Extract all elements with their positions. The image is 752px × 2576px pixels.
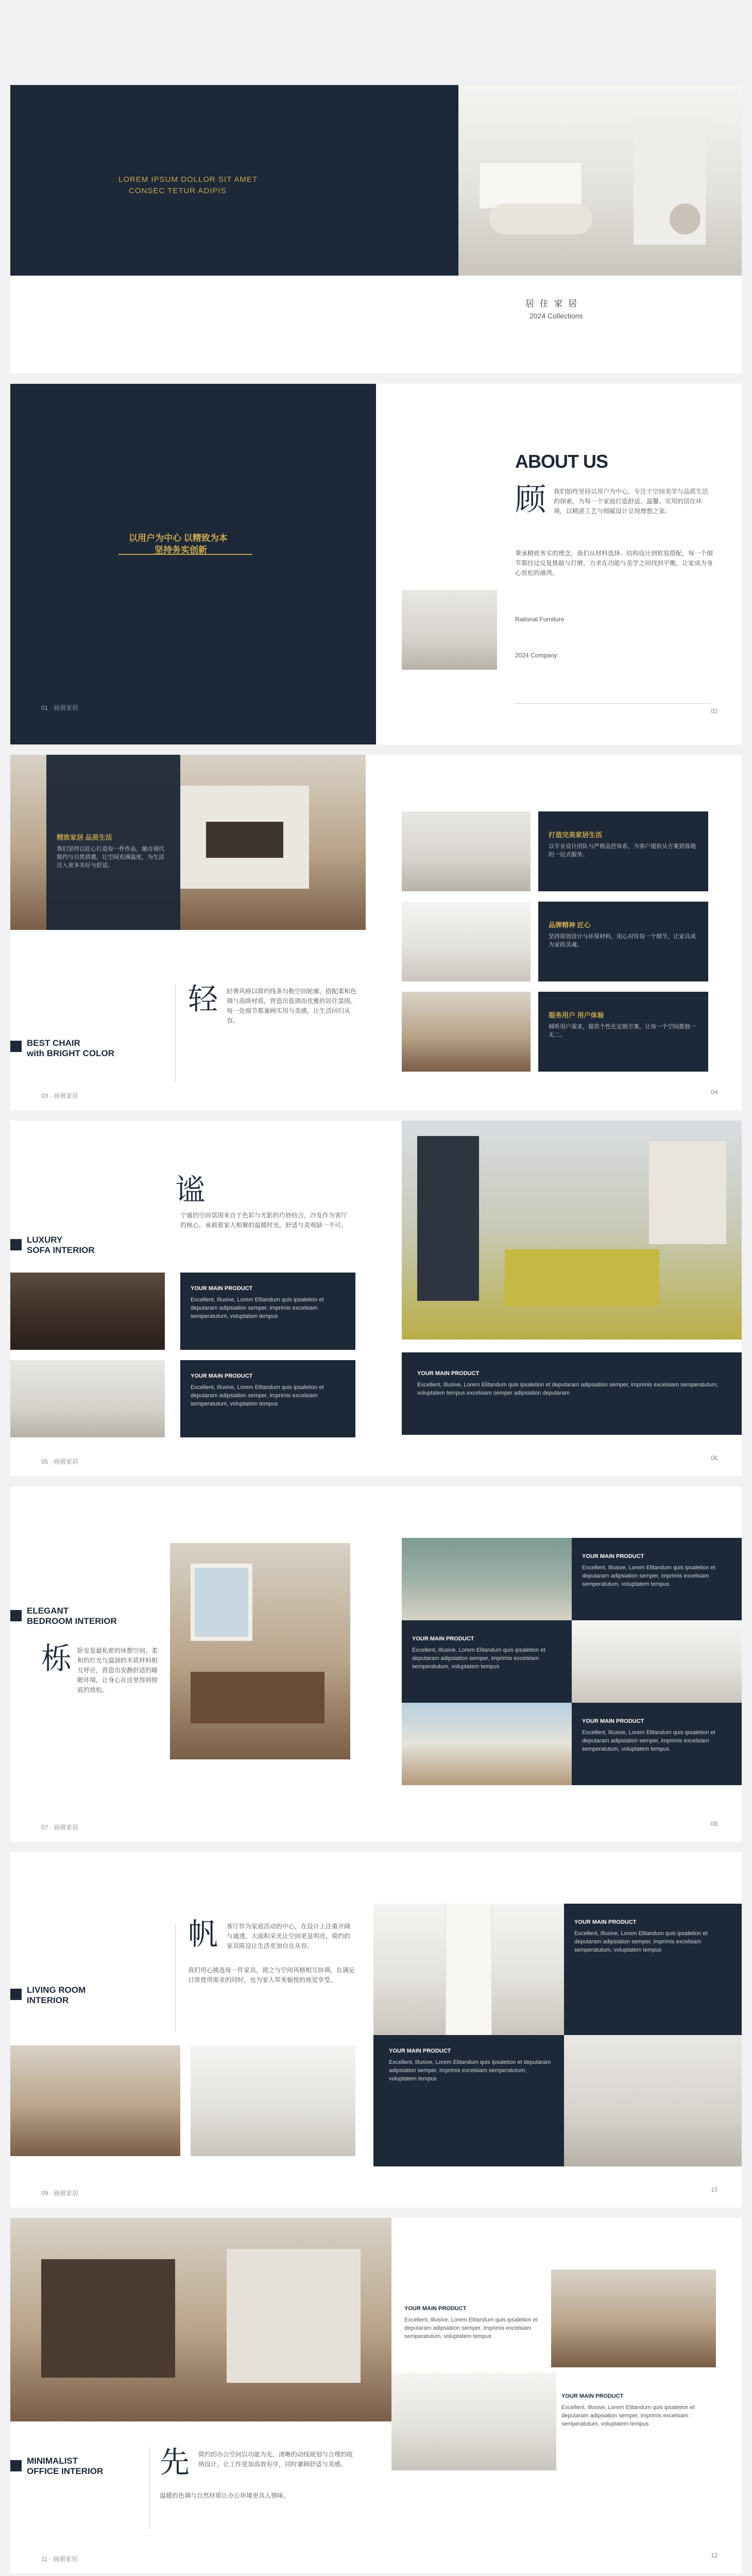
spread6-big-char: 帆 xyxy=(188,1917,218,1952)
spread4-page-num: 06 xyxy=(711,1454,718,1462)
spread6-page-num: 10 xyxy=(711,2186,718,2193)
about-para1: 我们始终坚持以用户为中心，专注于空间美学与品质生活的探索，为每一个家庭打造舒适、温馨、实用的居住环境，以精湛工艺与细腻设计呈现理想之家。 xyxy=(554,488,709,515)
spread4-box2-title: YOUR MAIN PRODUCT xyxy=(191,1373,253,1379)
spread5-photo-c xyxy=(402,1703,572,1785)
spread7-heading-line1: MINIMALIST xyxy=(27,2456,78,2466)
about-slogan-line1: 以用户为中心 以精致为本 xyxy=(129,533,228,543)
spread3-para: 轻奢风格以简约线条勾勒空间轮廓，搭配柔和色调与高级材质，营造出低调而优雅的居住氛围。每一处细节都兼顾实用与美感，让生活回归从容。 xyxy=(227,988,357,1024)
spread7-page-num: 12 xyxy=(711,2552,718,2559)
spread7-text1-title: YOUR MAIN PRODUCT xyxy=(404,2306,467,2312)
spread3-heading-line2: with BRIGHT COLOR xyxy=(27,1048,114,1058)
spread5-box1-title: YOUR MAIN PRODUCT xyxy=(582,1553,644,1560)
spread5-heading-line2: BEDROOM INTERIOR xyxy=(27,1616,117,1626)
about-room-photo xyxy=(402,590,497,670)
spread7-vertical-rule xyxy=(149,2447,150,2530)
spread3-heading-marker xyxy=(10,1041,22,1052)
spread4-wide-box-body: Excellent, Illusive, Lorem Elitandum quis ipsaletion et deputaram adipsiation semper, imprimis excelsiam semperatutum, voluptatem tempus excelsiam semper adipsiation deputaram xyxy=(417,1382,719,1396)
about-navy-panel xyxy=(10,384,376,744)
spread5-para: 卧室是最私密的休憩空间，柔和的灯光与温润的木质材料相互呼应，营造出安静舒适的睡眠环境，让身心在这里得到彻底的放松。 xyxy=(77,1647,158,1693)
spread4-box2-body: Excellent, Illusive, Lorem Elitandum quis ipsaletion et deputaram adipsiation semper, imprimis excelsiam semperatutum, voluptatem tempus xyxy=(191,1384,324,1407)
spread5-box-3 xyxy=(572,1703,742,1785)
spread7-heading-line2: OFFICE INTERIOR xyxy=(27,2466,104,2476)
cover-cn-title: 居 住 家 居 xyxy=(525,299,579,309)
spread5-box-1 xyxy=(572,1538,742,1620)
spread3-box3-title: 服务用户 用户体验 xyxy=(549,1011,604,1019)
spread5-box-2 xyxy=(402,1620,572,1703)
spread7-text2-body: Excellent, Illusive, Lorem Elitandum quis ipsaletion et deputaram adipsiation semper, imprimis excelsiam semperatutum, voluptatem tempus xyxy=(561,2404,695,2427)
spread-4 xyxy=(10,1121,742,1476)
spread3-box3-body: 倾听用户需求，提供个性化定制方案，让每一个空间都独一无二。 xyxy=(549,1024,696,1038)
spread6-box2-body: Excellent, Illusive, Lorem Elitandum quis ipsaletion et deputaram adipsiation semper, imprimis excelsiam semperatutum, voluptatem tempus xyxy=(389,2059,551,2082)
spread4-heading-line2: SOFA INTERIOR xyxy=(27,1245,95,1255)
spread4-heading-line1: LUXURY xyxy=(27,1235,63,1245)
spread3-box-1 xyxy=(538,811,708,891)
spread3-box-3 xyxy=(538,992,708,1072)
cover-lorem-line1: LOREM IPSUM DOLLOR SIT AMET xyxy=(118,175,258,184)
spread6-box1-title: YOUR MAIN PRODUCT xyxy=(574,1919,637,1925)
spread7-photo-b xyxy=(391,2372,556,2470)
spread3-box1-body: 以专业设计团队与严格品控体系，为客户提供从方案到落地的一站式服务。 xyxy=(549,843,696,858)
cover-collection-label: 2024 Collections xyxy=(529,312,583,320)
about-page-num: 02 xyxy=(711,707,718,715)
spread6-photo-b xyxy=(191,2045,355,2156)
cover-navy-panel xyxy=(10,85,458,276)
spread4-footer: 05 · 画册家居 xyxy=(41,1458,79,1465)
about-slogan-line2: 坚持务实创新 xyxy=(155,545,207,555)
spread5-box2-title: YOUR MAIN PRODUCT xyxy=(412,1636,474,1642)
about-spread xyxy=(10,384,742,744)
spread6-para2: 我们用心挑选每一件家具，使之与空间风格相互协调，在满足日常使用需求的同时，也为家人带来愉悦的视觉享受。 xyxy=(188,1967,355,1984)
spread3-box2-body: 坚持原创设计与环保材料，用心对待每一个细节，让家具成为家的灵魂。 xyxy=(549,934,696,948)
spread4-big-char: 谧 xyxy=(175,1172,206,1207)
spread7-para2: 温暖的色调与自然材质让办公环境更具人情味。 xyxy=(160,2492,290,2499)
spread6-photo-d xyxy=(564,2035,742,2166)
about-caption1: Rational Furniture xyxy=(515,616,565,623)
spread5-big-char: 栎 xyxy=(41,1641,72,1676)
spread4-para: 宁谧的空间氛围来自于色彩与光影的巧妙结合，沙发作为客厅的核心，承载着家人相聚的温暖时光，舒适与美观缺一不可。 xyxy=(180,1212,348,1229)
cover-lorem-line2: CONSEC TETUR ADIPIS xyxy=(129,187,227,195)
cover-spread xyxy=(10,85,742,374)
cover-living-room-photo xyxy=(458,85,742,276)
spread5-bedroom-photo xyxy=(170,1543,350,1759)
spread6-para: 客厅作为家庭活动的中心，在设计上注重开阔与通透，大面积采光让空间更显明亮，简约的家具陈设让生活更加自在从容。 xyxy=(227,1923,351,1950)
spread-7 xyxy=(10,2218,742,2573)
spread7-photo-a xyxy=(551,2269,716,2367)
spread3-box2-title: 品牌精神 匠心 xyxy=(549,921,591,929)
spread3-photo-b xyxy=(402,902,531,981)
spread6-box1-body: Excellent, Illusive, Lorem Elitandum quis ipsaletion et deputaram adipsiation semper, imprimis excelsiam semperatutum, voluptatem tempus xyxy=(574,1930,708,1953)
spread3-photo-a xyxy=(402,811,531,891)
spread7-para: 简约的办公空间以功能为先，清晰的动线规划与合理的收纳设计，让工作更加高效有序，同时兼顾舒适与美感。 xyxy=(198,2451,353,2468)
spread7-text2-title: YOUR MAIN PRODUCT xyxy=(561,2393,624,2399)
about-title: ABOUT US xyxy=(515,451,608,472)
about-footer: 01 · 画册家居 xyxy=(41,704,79,711)
spread7-big-char: 先 xyxy=(160,2445,190,2480)
spread5-box3-body: Excellent, Illusive, Lorem Elitandum quis ipsaletion et deputaram adipsiation semper, imprimis excelsiam semperatutum, voluptatem tempus xyxy=(582,1730,715,1752)
spread7-text1-body: Excellent, Illusive, Lorem Elitandum quis ipsaletion et deputaram adipsiation semper, imprimis excelsiam semperatutum, voluptatem tempus xyxy=(404,2317,538,2340)
spread4-wide-box-title: YOUR MAIN PRODUCT xyxy=(417,1370,480,1377)
spread5-box2-body: Excellent, Illusive, Lorem Elitandum quis ipsaletion et deputaram adipsiation semper, imprimis excelsiam semperatutum, voluptatem tempus xyxy=(412,1647,545,1670)
spread3-big-char: 轻 xyxy=(188,981,218,1016)
about-caption2: 2024 Company xyxy=(515,652,557,659)
spread5-heading-line1: ELEGANT xyxy=(27,1606,69,1616)
spread4-box-1 xyxy=(180,1273,355,1350)
spread3-footer: 03 · 画册家居 xyxy=(41,1092,79,1099)
spread6-photo-c xyxy=(373,1904,564,2035)
spread6-heading-line1: LIVING ROOM xyxy=(27,1985,86,1995)
spread7-hero-photo xyxy=(10,2218,391,2421)
spread4-box1-body: Excellent, Illusive, Lorem Elitandum quis ipsaletion et deputaram adipsiation semper, imprimis excelsiam semperatutum, voluptatem tempus xyxy=(191,1297,324,1319)
spread-3 xyxy=(10,755,742,1110)
spread5-photo-a xyxy=(402,1538,572,1620)
spread3-box-2 xyxy=(538,902,708,981)
spread-5 xyxy=(10,1486,742,1842)
spread5-box3-title: YOUR MAIN PRODUCT xyxy=(582,1718,644,1724)
spread3-vertical-rule xyxy=(175,984,176,1082)
about-divider xyxy=(515,703,711,704)
spread5-footer: 07 · 画册家居 xyxy=(41,1824,79,1831)
spread3-dark-body: 我们坚持以匠心打造每一件作品，融合现代简约与自然质感，让空间充满温度，为生活注入更多美好与舒适。 xyxy=(57,846,164,869)
spread6-box-2 xyxy=(373,2035,564,2166)
spread6-box2-title: YOUR MAIN PRODUCT xyxy=(389,2048,451,2054)
spread7-heading-marker xyxy=(10,2460,22,2471)
spread5-photo-b xyxy=(572,1620,742,1703)
about-big-char: 顾 xyxy=(515,482,546,518)
spread3-page-num: 04 xyxy=(711,1089,718,1096)
spread-6 xyxy=(10,1852,742,2208)
spread6-vertical-rule xyxy=(175,1924,176,2032)
spread4-box1-title: YOUR MAIN PRODUCT xyxy=(191,1285,253,1292)
spread4-photo-b xyxy=(10,1360,165,1437)
spread4-heading-marker xyxy=(10,1239,22,1250)
spread6-photo-a xyxy=(10,2045,180,2156)
spread5-heading-marker xyxy=(10,1610,22,1621)
spread7-footer: 11 · 画册家居 xyxy=(41,2555,78,2563)
spread3-dark-title: 精致家居 品质生活 xyxy=(57,834,112,841)
spread6-box-1 xyxy=(564,1904,742,2035)
spread3-heading-line1: BEST CHAIR xyxy=(27,1038,80,1048)
spread4-photo-a xyxy=(10,1273,165,1350)
spread5-page-num: 08 xyxy=(711,1820,718,1827)
spread3-box1-title: 打造完美家居生活 xyxy=(549,831,603,839)
spread4-wide-box xyxy=(402,1352,742,1435)
spread3-dark-box xyxy=(46,755,180,930)
spread3-photo-c xyxy=(402,992,531,1072)
spread6-heading-line2: INTERIOR xyxy=(27,1995,69,2005)
spread6-heading-marker xyxy=(10,1989,22,2000)
spread6-footer: 09 · 画册家居 xyxy=(41,2190,79,2197)
spread4-hero-photo xyxy=(402,1121,742,1340)
about-para2: 秉承精致务实的理念，我们从材料选择、结构设计到软装搭配，每一个细节都经过反复推敲与打磨，力求在功能与美学之间找到平衡，让家成为身心放松的港湾。 xyxy=(515,550,713,577)
spread4-box-2 xyxy=(180,1360,355,1437)
spread5-box1-body: Excellent, Illusive, Lorem Elitandum quis ipsaletion et deputaram adipsiation semper, imprimis excelsiam semperatutum, voluptatem tempus xyxy=(582,1565,715,1587)
